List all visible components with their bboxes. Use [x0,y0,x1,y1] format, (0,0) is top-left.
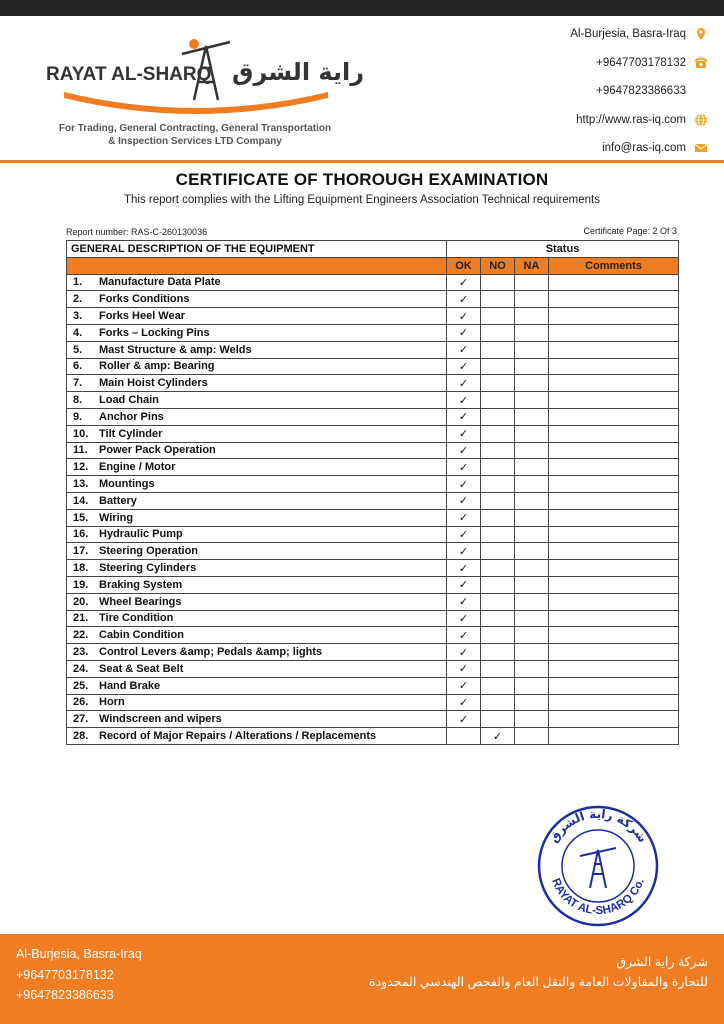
item-label: Wiring [99,511,134,524]
item-number: 21. [73,612,89,625]
phone-icon [694,56,708,70]
table-row [67,627,679,644]
certificate-subtitle: This report complies with the Lifting Equipment Engineers Association Technical requirements [123,194,600,206]
status-ok-cell: ✓ [447,341,481,358]
logo-text-latin: RAYAT AL-SHARQ [46,64,212,85]
item-label: Horn [99,696,125,709]
footer-contacts [16,944,142,1006]
comments-cell [549,425,679,442]
table-row [67,324,679,341]
status-na-cell [515,694,549,711]
equipment-item [67,408,447,425]
comments-cell [549,291,679,308]
col-comments: Comments [549,257,679,274]
contact-block [570,20,708,163]
status-no-cell [481,627,515,644]
equipment-item [67,358,447,375]
item-number: 2. [73,293,83,306]
status-na-cell [515,476,549,493]
equipment-item [67,509,447,526]
table-row [67,644,679,661]
item-number: 5. [73,343,83,356]
status-na-cell [515,728,549,745]
status-no-cell [481,576,515,593]
item-label: Manufacture Data Plate [99,276,221,289]
status-no-cell: ✓ [481,728,515,745]
status-no-cell [481,593,515,610]
equipment-item [67,324,447,341]
comments-cell [549,341,679,358]
table-row [67,308,679,325]
item-number: 13. [73,478,89,491]
item-label: Record of Major Repairs / Alterations / Replacements [99,730,377,742]
status-no-cell [481,560,515,577]
status-ok-cell: ✓ [447,408,481,425]
item-label: Braking System [99,578,183,591]
item-number: 1. [73,276,83,289]
globe-icon [694,113,708,127]
company-tagline [40,122,350,148]
contact-website[interactable]: http://www.ras-iq.com [570,106,708,135]
comments-cell [549,694,679,711]
equipment-item [67,274,447,291]
mail-icon [694,141,708,155]
status-no-cell [481,610,515,627]
item-number: 8. [73,394,83,407]
status-na-cell [515,576,549,593]
status-no-cell [481,392,515,409]
comments-cell [549,660,679,677]
item-label: Load Chain [99,394,159,407]
table-row [67,442,679,459]
item-label: Control Levers &amp; Pedals &amp; lights [99,646,323,659]
item-number: 23. [73,646,89,659]
footer-phone-2: +9647823386633 [16,988,114,1002]
status-header: Status [447,241,679,258]
status-ok-cell: ✓ [447,291,481,308]
table-row [67,408,679,425]
status-na-cell [515,644,549,661]
status-no-cell [481,358,515,375]
status-ok-cell: ✓ [447,644,481,661]
comments-cell [549,711,679,728]
item-label: Forks Conditions [99,293,190,306]
table-row [67,526,679,543]
item-label: Battery [99,494,137,507]
item-number: 20. [73,595,89,608]
comments-cell [549,677,679,694]
item-label: Power Pack Operation [99,444,216,457]
status-no-cell [481,408,515,425]
status-na-cell [515,660,549,677]
comments-cell [549,375,679,392]
table-row [67,392,679,409]
company-stamp [536,804,660,928]
equipment-item [67,694,447,711]
footer-arabic [369,952,708,992]
contact-email[interactable]: info@ras-iq.com [570,134,708,163]
item-label: Forks – Locking Pins [99,326,210,339]
comments-cell [549,509,679,526]
footer-arabic-line-1: شركة راية الشرق [616,955,708,969]
table-row [67,576,679,593]
status-ok-cell: ✓ [447,492,481,509]
item-label: Seat & Seat Belt [99,662,184,675]
stamp-latin-text: RAYAT AL-SHARQ Co. [549,876,647,918]
equipment-item [67,442,447,459]
comments-cell [549,728,679,745]
status-ok-cell: ✓ [447,274,481,291]
status-ok-cell: ✓ [447,576,481,593]
status-na-cell [515,308,549,325]
item-label: Mast Structure & amp: Welds [99,343,252,356]
status-ok-cell: ✓ [447,358,481,375]
description-header: GENERAL DESCRIPTION OF THE EQUIPMENT [67,241,447,258]
footer-phone-1: +9647703178132 [16,967,114,982]
status-no-cell [481,509,515,526]
col-no: NO [481,257,515,274]
table-row [67,610,679,627]
equipment-item [67,660,447,677]
status-ok-cell: ✓ [447,694,481,711]
table-row [67,543,679,560]
item-label: Steering Cylinders [99,562,197,575]
comments-cell [549,308,679,325]
comments-cell [549,274,679,291]
location-icon [694,27,708,41]
item-number: 12. [73,461,89,474]
status-na-cell [515,610,549,627]
table-row [67,375,679,392]
status-no-cell [481,660,515,677]
status-ok-cell: ✓ [447,627,481,644]
status-na-cell [515,593,549,610]
table-row [67,694,679,711]
status-na-cell [515,408,549,425]
status-na-cell [515,459,549,476]
comments-cell [549,560,679,577]
equipment-item [67,459,447,476]
status-na-cell [515,324,549,341]
table-row [67,593,679,610]
status-ok-cell: ✓ [447,593,481,610]
header-divider [0,160,724,163]
item-number: 16. [73,528,89,541]
logo-text-arabic: راية الشرق [232,58,365,86]
table-header-row [67,241,679,258]
certificate-title: CERTIFICATE OF THOROUGH EXAMINATION [175,170,549,189]
status-ok-cell: ✓ [447,610,481,627]
status-ok-cell: ✓ [447,543,481,560]
status-no-cell [481,291,515,308]
table-row [67,341,679,358]
stamp-arabic-text: شركة راية الشرق [546,806,650,846]
status-na-cell [515,358,549,375]
equipment-item [67,728,447,745]
equipment-item [67,308,447,325]
status-no-cell [481,308,515,325]
status-na-cell [515,627,549,644]
status-no-cell [481,694,515,711]
status-no-cell [481,526,515,543]
status-ok-cell: ✓ [447,711,481,728]
contact-phone-1: +9647703178132 [570,49,708,78]
status-na-cell [515,526,549,543]
status-ok-cell: ✓ [447,425,481,442]
equipment-item [67,476,447,493]
comments-cell [549,476,679,493]
status-na-cell [515,677,549,694]
equipment-item [67,576,447,593]
table-row [67,677,679,694]
status-na-cell [515,492,549,509]
comments-cell [549,526,679,543]
status-na-cell [515,291,549,308]
table-row [67,560,679,577]
equipment-item [67,425,447,442]
comments-cell [549,543,679,560]
item-number: 18. [73,562,89,575]
table-subheader-row [67,257,679,274]
footer-arabic-line-2: للتجارة والمقاولات العامة والنقل العام والفحص الهندسي المحدودة [369,975,708,989]
comments-cell [549,392,679,409]
status-na-cell [515,274,549,291]
item-label: Wheel Bearings [99,595,182,608]
tagline-line-1: For Trading, General Contracting, General Transportation [58,123,332,134]
table-row [67,358,679,375]
col-ok: OK [447,257,481,274]
status-no-cell [481,442,515,459]
stamp-derrick-icon [580,848,616,888]
item-label: Hand Brake [99,679,161,692]
status-na-cell [515,442,549,459]
status-no-cell [481,324,515,341]
equipment-item [67,711,447,728]
table-row [67,291,679,308]
status-no-cell [481,274,515,291]
item-number: 9. [73,410,83,423]
table-row [67,711,679,728]
status-no-cell [481,677,515,694]
status-ok-cell: ✓ [447,392,481,409]
item-label: Anchor Pins [99,410,164,423]
equipment-item [67,610,447,627]
status-na-cell [515,509,549,526]
status-na-cell [515,425,549,442]
status-ok-cell: ✓ [447,459,481,476]
item-number: 14. [73,494,89,507]
item-number: 19. [73,578,89,591]
top-bar [0,0,724,16]
comments-cell [549,459,679,476]
table-row [67,459,679,476]
comments-cell [549,358,679,375]
item-number: 25. [73,679,89,692]
equipment-item [67,291,447,308]
item-label: Hydraulic Pump [99,528,183,541]
item-number: 22. [73,629,89,642]
equipment-item [67,526,447,543]
status-no-cell [481,341,515,358]
table-row [67,728,679,745]
comments-cell [549,442,679,459]
comments-cell [549,627,679,644]
equipment-item [67,677,447,694]
item-label: Main Hoist Cylinders [99,377,208,390]
equipment-table [66,240,679,745]
table-row [67,425,679,442]
equipment-item [67,543,447,560]
item-label: Windscreen and wipers [99,713,222,726]
item-number: 26. [73,696,89,709]
item-label: Roller & amp: Bearing [99,360,215,373]
table-row [67,492,679,509]
status-ok-cell: ✓ [447,442,481,459]
item-number: 7. [73,377,83,390]
company-logo [46,24,365,122]
comments-cell [549,576,679,593]
status-no-cell [481,459,515,476]
equipment-item [67,593,447,610]
item-number: 3. [73,310,83,323]
status-no-cell [481,425,515,442]
table-row [67,660,679,677]
item-label: Engine / Motor [99,461,176,474]
status-ok-cell: ✓ [447,324,481,341]
footer-address: Al-Burjesia, Basra-Iraq [16,947,142,961]
footer-bar [0,934,724,1024]
status-na-cell [515,560,549,577]
status-ok-cell: ✓ [447,677,481,694]
equipment-item [67,644,447,661]
status-no-cell [481,492,515,509]
comments-cell [549,610,679,627]
status-no-cell [481,375,515,392]
item-label: Cabin Condition [99,629,184,642]
status-no-cell [481,644,515,661]
status-no-cell [481,711,515,728]
item-number: 11. [73,444,88,457]
comments-cell [549,324,679,341]
equipment-item [67,492,447,509]
col-na: NA [515,257,549,274]
status-ok-cell: ✓ [447,308,481,325]
item-label: Tire Condition [99,612,174,625]
status-no-cell [481,476,515,493]
contact-address: Al-Burjesia, Basra-Iraq [570,20,708,49]
status-ok-cell [447,728,481,745]
item-number: 10. [73,427,89,440]
table-row [67,476,679,493]
item-number: 27. [73,713,89,726]
status-na-cell [515,375,549,392]
item-label: Tilt Cylinder [99,427,163,440]
tagline-line-2: & Inspection Services LTD Company [108,136,282,147]
status-na-cell [515,543,549,560]
status-na-cell [515,392,549,409]
comments-cell [549,408,679,425]
comments-cell [549,644,679,661]
status-ok-cell: ✓ [447,560,481,577]
item-label: Steering Operation [99,545,199,558]
item-number: 15. [73,511,89,524]
comments-cell [549,492,679,509]
item-number: 28. [73,730,89,742]
status-ok-cell: ✓ [447,509,481,526]
status-no-cell [481,543,515,560]
status-ok-cell: ✓ [447,476,481,493]
item-number: 6. [73,360,83,373]
equipment-item [67,375,447,392]
equipment-item [67,560,447,577]
item-label: Forks Heel Wear [99,310,186,323]
item-number: 4. [73,326,83,339]
equipment-item [67,627,447,644]
item-number: 24. [73,662,89,675]
status-na-cell [515,711,549,728]
contact-phone-2: +9647823386633 [596,85,686,98]
blank-header-cell [67,257,447,274]
item-label: Mountings [99,478,155,491]
equipment-item [67,392,447,409]
item-number: 17. [73,545,89,558]
table-row [67,274,679,291]
status-ok-cell: ✓ [447,526,481,543]
gear-icon [189,39,199,49]
status-na-cell [515,341,549,358]
certificate-page: Certificate Page: 2 Of 3 [583,226,677,236]
equipment-item [67,341,447,358]
table-row [67,509,679,526]
status-ok-cell: ✓ [447,375,481,392]
report-number: Report number: RAS-C-260130036 [66,227,208,237]
status-ok-cell: ✓ [447,660,481,677]
comments-cell [549,593,679,610]
